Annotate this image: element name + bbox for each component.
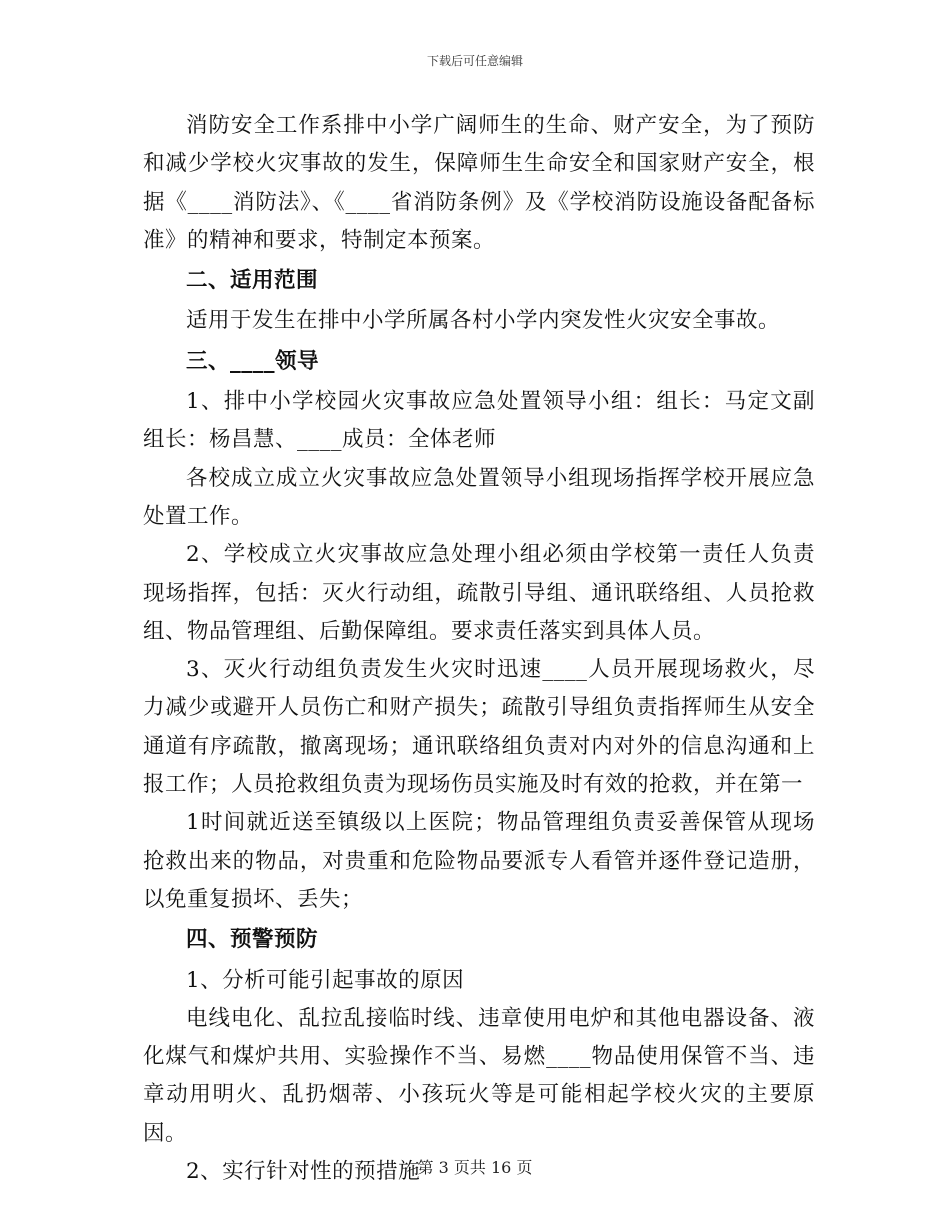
paragraph-causes: 电线电化、乱拉乱接临时线、违章使用电炉和其他电器设备、液化煤气和煤炉共用、实验操作不当、易燃____物品使用保管不当、违章动用明火、乱扔烟蒂、小孩玩火等是可能相起学校火灾的主要原因。 (143, 1005, 815, 1146)
paragraph-measures-title: 2、实行针对性的预措施 (186, 1159, 421, 1185)
paragraph-schools-groups: 各校成立成立火灾事故应急处置领导小组现场指挥学校开展应急处置工作。 (143, 465, 815, 529)
paragraph-scope: 适用于发生在排中小学所属各村小学内突发性火灾安全事故。 (186, 308, 781, 334)
paragraph-causes-title: 1、分析可能引起事故的原因 (186, 967, 465, 993)
paragraph-response-team: 2、学校成立火灾事故应急处理小组必须由学校第一责任人负责现场指挥，包括：灭火行动组，疏散引导组、通讯联络组、人员抢救组、物品管理组、后勤保障组。要求责任落实到具体人员。 (143, 542, 815, 644)
paragraph-team-duties-cont: 1时间就近送至镇级以上医院；物品管理组负责妥善保管从现场抢救出来的物品，对贵重和危险物品要派专人看管并逐件登记造册，以免重复损坏、丢失； (143, 810, 815, 912)
paragraph-team-duties: 3、灭火行动组负责发生火灾时迅速____人员开展现场救火，尽力减少或避开人员伤亡和财产损失；疏散引导组负责指挥师生从安全通道有序疏散，撤离现场；通讯联络组负责对内对外的信息沟通和上报工作；人员抢救组负责为现场伤员实施及时有效的抢救，并在第一 (143, 657, 815, 798)
paragraph-leadership-group: 1、排中小学校园火灾事故应急处置领导小组：组长：马定文副组长：杨昌慧、____成员：全体老师 (143, 389, 815, 453)
section-heading-prevention: 四、预警预防 (186, 927, 319, 953)
paragraph-intro: 消防安全工作系排中小学广阔师生的生命、财产安全，为了预防和减少学校火灾事故的发生，保障师生生命安全和国家财产安全，根据《____消防法》、《____省消防条例》及《学校消防设施设备配备标准》的精神和要求，特制定本预案。 (143, 113, 815, 253)
document-body (143, 107, 815, 1191)
page-footer: 第 3 页共 16 页 (417, 1158, 533, 1177)
page-header: 下载后可任意编辑 (426, 54, 523, 68)
section-heading-scope: 二、适用范围 (186, 268, 319, 294)
section-heading-leadership: 三、____领导 (186, 348, 320, 374)
